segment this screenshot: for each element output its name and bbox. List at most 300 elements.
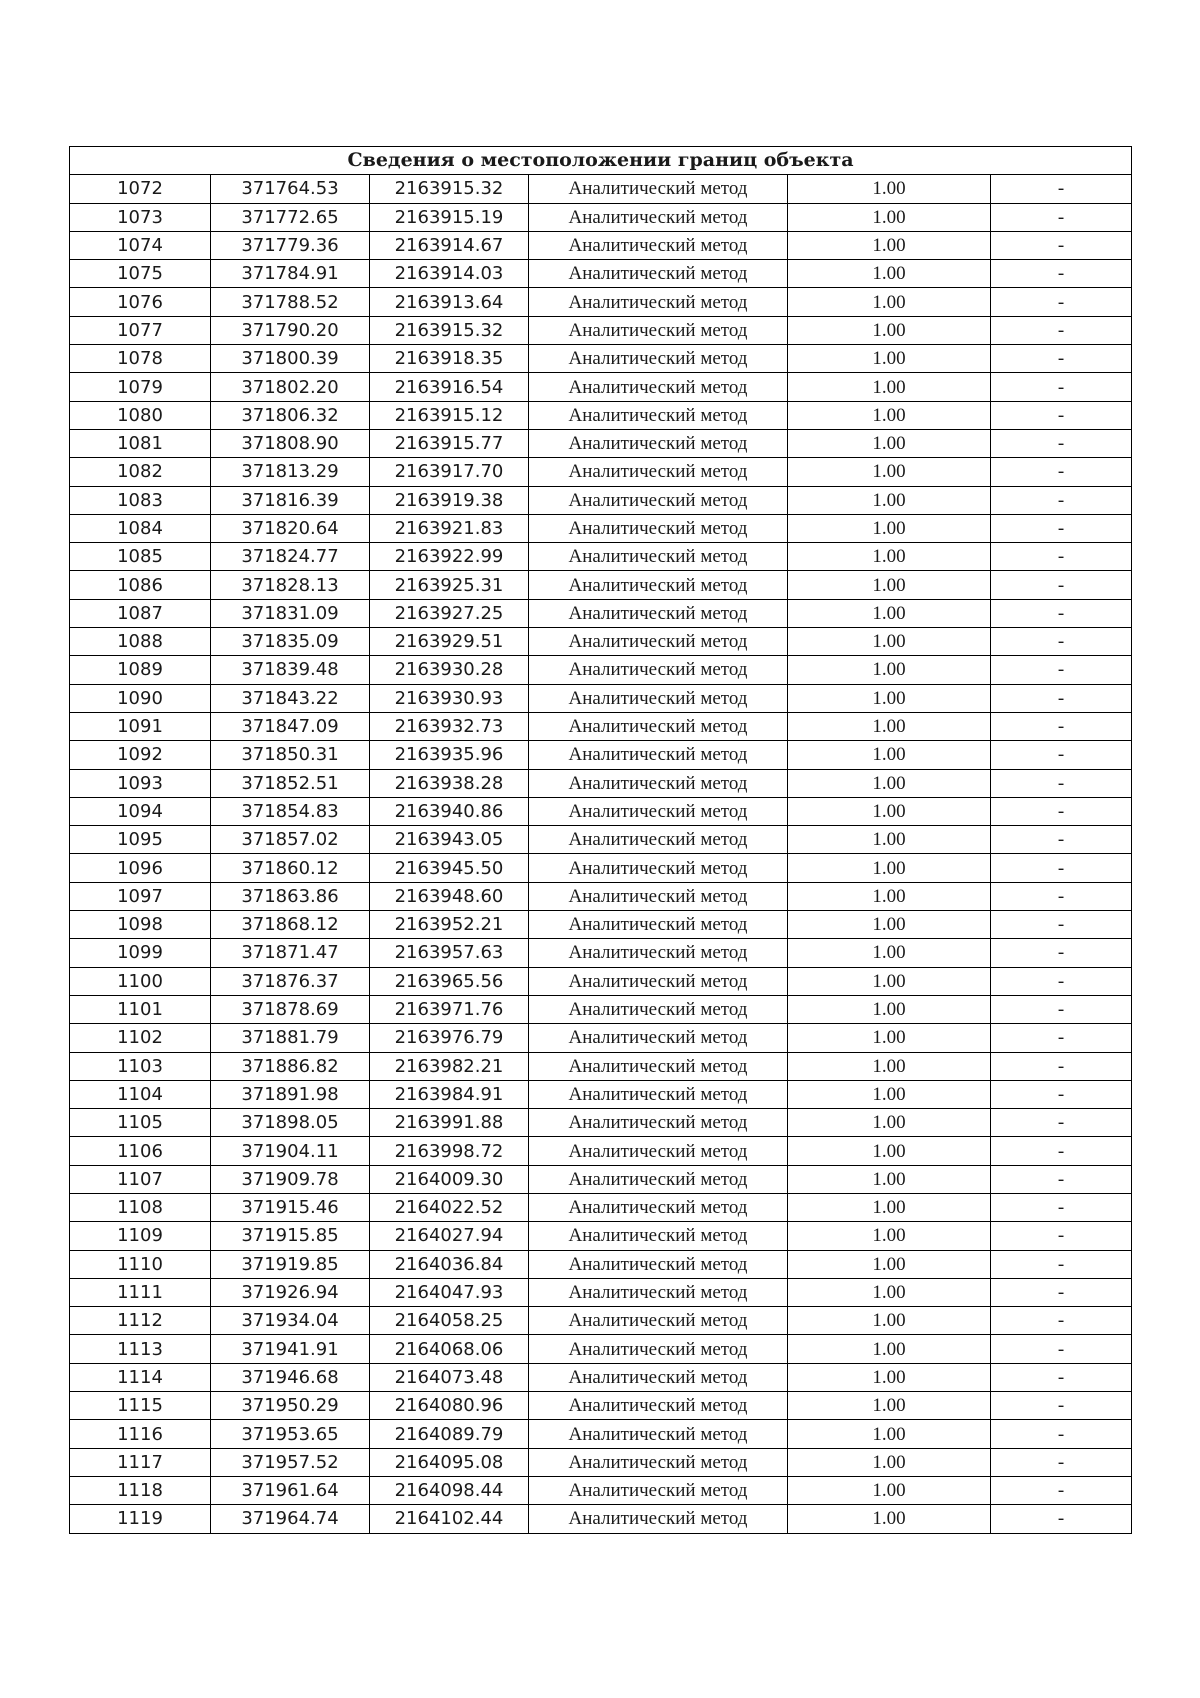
method-cell: Аналитический метод <box>529 826 788 854</box>
table-row <box>70 741 1132 769</box>
method-cell: Аналитический метод <box>529 1137 788 1165</box>
accuracy-cell: 1.00 <box>788 1137 991 1165</box>
table-row <box>70 1109 1132 1137</box>
accuracy-cell: 1.00 <box>788 1250 991 1278</box>
point-number-cell: 1074 <box>70 231 211 259</box>
accuracy-cell: 1.00 <box>788 684 991 712</box>
point-number-cell: 1106 <box>70 1137 211 1165</box>
point-number-cell: 1090 <box>70 684 211 712</box>
x-coordinate-cell: 371891.98 <box>211 1080 370 1108</box>
method-cell: Аналитический метод <box>529 1278 788 1306</box>
y-coordinate-cell: 2163948.60 <box>370 882 529 910</box>
x-coordinate-cell: 371868.12 <box>211 911 370 939</box>
table-row <box>70 1448 1132 1476</box>
description-cell: - <box>991 1448 1132 1476</box>
table-row <box>70 401 1132 429</box>
accuracy-cell: 1.00 <box>788 231 991 259</box>
accuracy-cell: 1.00 <box>788 1505 991 1533</box>
point-number-cell: 1108 <box>70 1193 211 1221</box>
y-coordinate-cell: 2164068.06 <box>370 1335 529 1363</box>
x-coordinate-cell: 371824.77 <box>211 543 370 571</box>
description-cell: - <box>991 599 1132 627</box>
point-number-cell: 1076 <box>70 288 211 316</box>
y-coordinate-cell: 2164095.08 <box>370 1448 529 1476</box>
point-number-cell: 1114 <box>70 1363 211 1391</box>
description-cell: - <box>991 656 1132 684</box>
description-cell: - <box>991 458 1132 486</box>
point-number-cell: 1109 <box>70 1222 211 1250</box>
description-cell: - <box>991 882 1132 910</box>
boundary-coordinates-table <box>69 146 1132 1534</box>
description-cell: - <box>991 231 1132 259</box>
table-row <box>70 1250 1132 1278</box>
point-number-cell: 1103 <box>70 1052 211 1080</box>
accuracy-cell: 1.00 <box>788 797 991 825</box>
y-coordinate-cell: 2163921.83 <box>370 514 529 542</box>
point-number-cell: 1097 <box>70 882 211 910</box>
accuracy-cell: 1.00 <box>788 628 991 656</box>
y-coordinate-cell: 2164089.79 <box>370 1420 529 1448</box>
table-row <box>70 1335 1132 1363</box>
method-cell: Аналитический метод <box>529 345 788 373</box>
x-coordinate-cell: 371831.09 <box>211 599 370 627</box>
method-cell: Аналитический метод <box>529 854 788 882</box>
y-coordinate-cell: 2163976.79 <box>370 1024 529 1052</box>
x-coordinate-cell: 371857.02 <box>211 826 370 854</box>
x-coordinate-cell: 371788.52 <box>211 288 370 316</box>
description-cell: - <box>991 571 1132 599</box>
point-number-cell: 1083 <box>70 486 211 514</box>
method-cell: Аналитический метод <box>529 1193 788 1221</box>
table-row <box>70 1392 1132 1420</box>
point-number-cell: 1107 <box>70 1165 211 1193</box>
table-row <box>70 458 1132 486</box>
table-row <box>70 684 1132 712</box>
y-coordinate-cell: 2163917.70 <box>370 458 529 486</box>
description-cell: - <box>991 1052 1132 1080</box>
table-row <box>70 429 1132 457</box>
y-coordinate-cell: 2163919.38 <box>370 486 529 514</box>
accuracy-cell: 1.00 <box>788 967 991 995</box>
y-coordinate-cell: 2163914.03 <box>370 260 529 288</box>
x-coordinate-cell: 371878.69 <box>211 995 370 1023</box>
accuracy-cell: 1.00 <box>788 1222 991 1250</box>
table-row <box>70 769 1132 797</box>
method-cell: Аналитический метод <box>529 1250 788 1278</box>
accuracy-cell: 1.00 <box>788 1052 991 1080</box>
table-row <box>70 1420 1132 1448</box>
description-cell: - <box>991 514 1132 542</box>
accuracy-cell: 1.00 <box>788 995 991 1023</box>
y-coordinate-cell: 2163914.67 <box>370 231 529 259</box>
accuracy-cell: 1.00 <box>788 939 991 967</box>
point-number-cell: 1102 <box>70 1024 211 1052</box>
point-number-cell: 1119 <box>70 1505 211 1533</box>
point-number-cell: 1088 <box>70 628 211 656</box>
y-coordinate-cell: 2163940.86 <box>370 797 529 825</box>
x-coordinate-cell: 371871.47 <box>211 939 370 967</box>
description-cell: - <box>991 1420 1132 1448</box>
x-coordinate-cell: 371886.82 <box>211 1052 370 1080</box>
description-cell: - <box>991 1476 1132 1504</box>
x-coordinate-cell: 371926.94 <box>211 1278 370 1306</box>
method-cell: Аналитический метод <box>529 939 788 967</box>
method-cell: Аналитический метод <box>529 741 788 769</box>
point-number-cell: 1096 <box>70 854 211 882</box>
table-row <box>70 797 1132 825</box>
y-coordinate-cell: 2164073.48 <box>370 1363 529 1391</box>
point-number-cell: 1118 <box>70 1476 211 1504</box>
point-number-cell: 1073 <box>70 203 211 231</box>
table-row <box>70 656 1132 684</box>
point-number-cell: 1080 <box>70 401 211 429</box>
table-row <box>70 203 1132 231</box>
method-cell: Аналитический метод <box>529 1222 788 1250</box>
description-cell: - <box>991 1392 1132 1420</box>
description-cell: - <box>991 684 1132 712</box>
accuracy-cell: 1.00 <box>788 345 991 373</box>
x-coordinate-cell: 371904.11 <box>211 1137 370 1165</box>
method-cell: Аналитический метод <box>529 260 788 288</box>
x-coordinate-cell: 371909.78 <box>211 1165 370 1193</box>
x-coordinate-cell: 371934.04 <box>211 1307 370 1335</box>
description-cell: - <box>991 1278 1132 1306</box>
description-cell: - <box>991 1505 1132 1533</box>
point-number-cell: 1099 <box>70 939 211 967</box>
x-coordinate-cell: 371820.64 <box>211 514 370 542</box>
method-cell: Аналитический метод <box>529 288 788 316</box>
table-row <box>70 854 1132 882</box>
method-cell: Аналитический метод <box>529 712 788 740</box>
table-row <box>70 571 1132 599</box>
method-cell: Аналитический метод <box>529 1363 788 1391</box>
method-cell: Аналитический метод <box>529 401 788 429</box>
table-row <box>70 939 1132 967</box>
table-row <box>70 231 1132 259</box>
accuracy-cell: 1.00 <box>788 401 991 429</box>
method-cell: Аналитический метод <box>529 1307 788 1335</box>
method-cell: Аналитический метод <box>529 316 788 344</box>
x-coordinate-cell: 371813.29 <box>211 458 370 486</box>
method-cell: Аналитический метод <box>529 911 788 939</box>
x-coordinate-cell: 371881.79 <box>211 1024 370 1052</box>
y-coordinate-cell: 2164027.94 <box>370 1222 529 1250</box>
y-coordinate-cell: 2163982.21 <box>370 1052 529 1080</box>
x-coordinate-cell: 371835.09 <box>211 628 370 656</box>
x-coordinate-cell: 371898.05 <box>211 1109 370 1137</box>
description-cell: - <box>991 628 1132 656</box>
method-cell: Аналитический метод <box>529 656 788 684</box>
x-coordinate-cell: 371946.68 <box>211 1363 370 1391</box>
table-row <box>70 345 1132 373</box>
description-cell: - <box>991 1335 1132 1363</box>
x-coordinate-cell: 371779.36 <box>211 231 370 259</box>
description-cell: - <box>991 741 1132 769</box>
description-cell: - <box>991 1193 1132 1221</box>
point-number-cell: 1113 <box>70 1335 211 1363</box>
method-cell: Аналитический метод <box>529 684 788 712</box>
point-number-cell: 1110 <box>70 1250 211 1278</box>
y-coordinate-cell: 2163913.64 <box>370 288 529 316</box>
y-coordinate-cell: 2163915.32 <box>370 316 529 344</box>
table-row <box>70 967 1132 995</box>
y-coordinate-cell: 2163918.35 <box>370 345 529 373</box>
table-row <box>70 826 1132 854</box>
x-coordinate-cell: 371828.13 <box>211 571 370 599</box>
point-number-cell: 1098 <box>70 911 211 939</box>
y-coordinate-cell: 2163915.19 <box>370 203 529 231</box>
y-coordinate-cell: 2163952.21 <box>370 911 529 939</box>
x-coordinate-cell: 371854.83 <box>211 797 370 825</box>
table-row <box>70 288 1132 316</box>
accuracy-cell: 1.00 <box>788 543 991 571</box>
x-coordinate-cell: 371953.65 <box>211 1420 370 1448</box>
table-row <box>70 882 1132 910</box>
x-coordinate-cell: 371957.52 <box>211 1448 370 1476</box>
point-number-cell: 1115 <box>70 1392 211 1420</box>
table-row <box>70 1278 1132 1306</box>
y-coordinate-cell: 2163971.76 <box>370 995 529 1023</box>
table-row <box>70 712 1132 740</box>
description-cell: - <box>991 911 1132 939</box>
accuracy-cell: 1.00 <box>788 1165 991 1193</box>
y-coordinate-cell: 2164098.44 <box>370 1476 529 1504</box>
method-cell: Аналитический метод <box>529 797 788 825</box>
table-row <box>70 1222 1132 1250</box>
x-coordinate-cell: 371919.85 <box>211 1250 370 1278</box>
y-coordinate-cell: 2164102.44 <box>370 1505 529 1533</box>
point-number-cell: 1078 <box>70 345 211 373</box>
table-row <box>70 486 1132 514</box>
x-coordinate-cell: 371816.39 <box>211 486 370 514</box>
method-cell: Аналитический метод <box>529 1109 788 1137</box>
x-coordinate-cell: 371784.91 <box>211 260 370 288</box>
y-coordinate-cell: 2163938.28 <box>370 769 529 797</box>
method-cell: Аналитический метод <box>529 1505 788 1533</box>
description-cell: - <box>991 401 1132 429</box>
x-coordinate-cell: 371790.20 <box>211 316 370 344</box>
accuracy-cell: 1.00 <box>788 571 991 599</box>
table-row <box>70 628 1132 656</box>
y-coordinate-cell: 2163943.05 <box>370 826 529 854</box>
accuracy-cell: 1.00 <box>788 458 991 486</box>
method-cell: Аналитический метод <box>529 1052 788 1080</box>
y-coordinate-cell: 2163927.25 <box>370 599 529 627</box>
method-cell: Аналитический метод <box>529 1476 788 1504</box>
table-row <box>70 316 1132 344</box>
point-number-cell: 1095 <box>70 826 211 854</box>
accuracy-cell: 1.00 <box>788 882 991 910</box>
accuracy-cell: 1.00 <box>788 656 991 684</box>
point-number-cell: 1092 <box>70 741 211 769</box>
x-coordinate-cell: 371915.46 <box>211 1193 370 1221</box>
y-coordinate-cell: 2164022.52 <box>370 1193 529 1221</box>
method-cell: Аналитический метод <box>529 628 788 656</box>
description-cell: - <box>991 373 1132 401</box>
accuracy-cell: 1.00 <box>788 1420 991 1448</box>
method-cell: Аналитический метод <box>529 995 788 1023</box>
point-number-cell: 1091 <box>70 712 211 740</box>
method-cell: Аналитический метод <box>529 175 788 203</box>
method-cell: Аналитический метод <box>529 543 788 571</box>
method-cell: Аналитический метод <box>529 1165 788 1193</box>
accuracy-cell: 1.00 <box>788 1335 991 1363</box>
accuracy-cell: 1.00 <box>788 316 991 344</box>
description-cell: - <box>991 288 1132 316</box>
x-coordinate-cell: 371876.37 <box>211 967 370 995</box>
description-cell: - <box>991 1080 1132 1108</box>
method-cell: Аналитический метод <box>529 882 788 910</box>
method-cell: Аналитический метод <box>529 458 788 486</box>
table-body <box>70 175 1132 1533</box>
description-cell: - <box>991 316 1132 344</box>
point-number-cell: 1084 <box>70 514 211 542</box>
point-number-cell: 1111 <box>70 1278 211 1306</box>
accuracy-cell: 1.00 <box>788 854 991 882</box>
x-coordinate-cell: 371950.29 <box>211 1392 370 1420</box>
method-cell: Аналитический метод <box>529 231 788 259</box>
method-cell: Аналитический метод <box>529 1080 788 1108</box>
accuracy-cell: 1.00 <box>788 514 991 542</box>
point-number-cell: 1072 <box>70 175 211 203</box>
accuracy-cell: 1.00 <box>788 1109 991 1137</box>
method-cell: Аналитический метод <box>529 514 788 542</box>
description-cell: - <box>991 1222 1132 1250</box>
table-row <box>70 1165 1132 1193</box>
description-cell: - <box>991 175 1132 203</box>
accuracy-cell: 1.00 <box>788 599 991 627</box>
point-number-cell: 1117 <box>70 1448 211 1476</box>
method-cell: Аналитический метод <box>529 1420 788 1448</box>
method-cell: Аналитический метод <box>529 967 788 995</box>
point-number-cell: 1081 <box>70 429 211 457</box>
description-cell: - <box>991 1363 1132 1391</box>
y-coordinate-cell: 2163932.73 <box>370 712 529 740</box>
accuracy-cell: 1.00 <box>788 1278 991 1306</box>
x-coordinate-cell: 371941.91 <box>211 1335 370 1363</box>
table-row <box>70 1307 1132 1335</box>
y-coordinate-cell: 2163929.51 <box>370 628 529 656</box>
accuracy-cell: 1.00 <box>788 1476 991 1504</box>
y-coordinate-cell: 2163930.93 <box>370 684 529 712</box>
table-row <box>70 1052 1132 1080</box>
accuracy-cell: 1.00 <box>788 175 991 203</box>
table-row <box>70 260 1132 288</box>
x-coordinate-cell: 371764.53 <box>211 175 370 203</box>
point-number-cell: 1089 <box>70 656 211 684</box>
table-row <box>70 1476 1132 1504</box>
x-coordinate-cell: 371772.65 <box>211 203 370 231</box>
x-coordinate-cell: 371802.20 <box>211 373 370 401</box>
x-coordinate-cell: 371800.39 <box>211 345 370 373</box>
description-cell: - <box>991 1165 1132 1193</box>
y-coordinate-cell: 2163984.91 <box>370 1080 529 1108</box>
y-coordinate-cell: 2163930.28 <box>370 656 529 684</box>
point-number-cell: 1085 <box>70 543 211 571</box>
description-cell: - <box>991 1137 1132 1165</box>
accuracy-cell: 1.00 <box>788 260 991 288</box>
table-row <box>70 1024 1132 1052</box>
point-number-cell: 1100 <box>70 967 211 995</box>
point-number-cell: 1086 <box>70 571 211 599</box>
method-cell: Аналитический метод <box>529 373 788 401</box>
point-number-cell: 1112 <box>70 1307 211 1335</box>
description-cell: - <box>991 995 1132 1023</box>
x-coordinate-cell: 371808.90 <box>211 429 370 457</box>
description-cell: - <box>991 203 1132 231</box>
accuracy-cell: 1.00 <box>788 203 991 231</box>
method-cell: Аналитический метод <box>529 429 788 457</box>
table-row <box>70 1193 1132 1221</box>
point-number-cell: 1079 <box>70 373 211 401</box>
table-row <box>70 1137 1132 1165</box>
x-coordinate-cell: 371847.09 <box>211 712 370 740</box>
table-row <box>70 543 1132 571</box>
y-coordinate-cell: 2164080.96 <box>370 1392 529 1420</box>
description-cell: - <box>991 939 1132 967</box>
table-row <box>70 911 1132 939</box>
accuracy-cell: 1.00 <box>788 1392 991 1420</box>
point-number-cell: 1101 <box>70 995 211 1023</box>
y-coordinate-cell: 2164009.30 <box>370 1165 529 1193</box>
y-coordinate-cell: 2163991.88 <box>370 1109 529 1137</box>
accuracy-cell: 1.00 <box>788 1024 991 1052</box>
boundary-table-page <box>69 146 1131 1534</box>
description-cell: - <box>991 712 1132 740</box>
accuracy-cell: 1.00 <box>788 429 991 457</box>
x-coordinate-cell: 371852.51 <box>211 769 370 797</box>
table-title: Сведения о местоположении границ объекта <box>70 147 1132 175</box>
method-cell: Аналитический метод <box>529 203 788 231</box>
method-cell: Аналитический метод <box>529 1335 788 1363</box>
y-coordinate-cell: 2163915.32 <box>370 175 529 203</box>
description-cell: - <box>991 854 1132 882</box>
description-cell: - <box>991 345 1132 373</box>
method-cell: Аналитический метод <box>529 769 788 797</box>
description-cell: - <box>991 1307 1132 1335</box>
table-row <box>70 1080 1132 1108</box>
description-cell: - <box>991 1109 1132 1137</box>
point-number-cell: 1094 <box>70 797 211 825</box>
x-coordinate-cell: 371843.22 <box>211 684 370 712</box>
point-number-cell: 1116 <box>70 1420 211 1448</box>
point-number-cell: 1075 <box>70 260 211 288</box>
table-title-row <box>70 147 1132 175</box>
description-cell: - <box>991 967 1132 995</box>
accuracy-cell: 1.00 <box>788 769 991 797</box>
y-coordinate-cell: 2163998.72 <box>370 1137 529 1165</box>
method-cell: Аналитический метод <box>529 571 788 599</box>
description-cell: - <box>991 1250 1132 1278</box>
x-coordinate-cell: 371860.12 <box>211 854 370 882</box>
description-cell: - <box>991 543 1132 571</box>
accuracy-cell: 1.00 <box>788 712 991 740</box>
x-coordinate-cell: 371915.85 <box>211 1222 370 1250</box>
y-coordinate-cell: 2163925.31 <box>370 571 529 599</box>
point-number-cell: 1082 <box>70 458 211 486</box>
point-number-cell: 1077 <box>70 316 211 344</box>
accuracy-cell: 1.00 <box>788 486 991 514</box>
y-coordinate-cell: 2163965.56 <box>370 967 529 995</box>
method-cell: Аналитический метод <box>529 1392 788 1420</box>
y-coordinate-cell: 2164047.93 <box>370 1278 529 1306</box>
accuracy-cell: 1.00 <box>788 1448 991 1476</box>
y-coordinate-cell: 2163945.50 <box>370 854 529 882</box>
method-cell: Аналитический метод <box>529 1024 788 1052</box>
table-row <box>70 175 1132 203</box>
y-coordinate-cell: 2163915.77 <box>370 429 529 457</box>
accuracy-cell: 1.00 <box>788 911 991 939</box>
